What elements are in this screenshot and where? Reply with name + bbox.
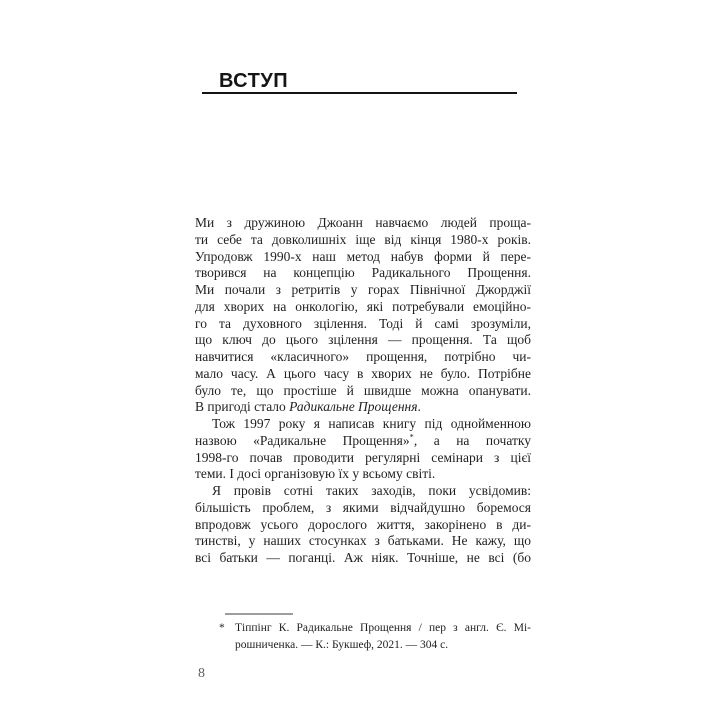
italic-text: Радикальне Прощення: [289, 399, 418, 415]
text-line: [195, 215, 531, 232]
text-segment: впродовж усього дорослого життя, закорінено в ди-: [195, 516, 531, 532]
text-line: [195, 550, 531, 567]
text-segment: всі батьки — поганці. Аж ніяк. Точніше, не всі (бо: [195, 550, 531, 565]
text-segment: Тіппінг К. Радикальне Прощення / пер з англ. Є. Мі-: [235, 622, 531, 634]
page-title: ВСТУП: [219, 70, 289, 92]
text-segment: Ми почали з ретритів у горах Північної Джорджії: [195, 282, 531, 297]
text-line: [195, 533, 531, 550]
text-line: [195, 500, 531, 517]
text-segment: тинстві, у наших стосунках з батьками. Не кажу, що: [195, 533, 531, 549]
text-segment: для хворих на онкологію, які потребували емоційно-: [195, 298, 531, 314]
text-segment: рошниченка. — К.: Букшеф, 2021. — 304 с.: [235, 638, 449, 651]
text-segment: Я провів сотні таких заходів, поки усвідомив:: [212, 483, 531, 498]
text-line: [195, 466, 531, 483]
footnote-marker: *: [219, 622, 225, 634]
text-line: [195, 433, 531, 450]
text-line: [195, 399, 531, 416]
text-line: [195, 316, 531, 333]
paragraph: [195, 483, 531, 567]
footnote-text: [235, 621, 531, 655]
text-line: [195, 517, 531, 534]
paragraph: [195, 215, 531, 416]
text-segment: що ключ до цього зцілення — прощення. Та щоб: [195, 332, 531, 348]
text-segment: Тож 1997 року я написав книгу під однойменною: [212, 416, 531, 431]
text-segment: назвою «Радикальне Прощення»: [195, 432, 410, 448]
text-line: [195, 265, 531, 282]
text-segment: більшість проблем, з якими відчайдушно боремося: [195, 499, 531, 515]
text-segment: навчитися «класичного» прощення, потрібно чи-: [195, 349, 531, 364]
text-line: [235, 621, 531, 638]
text-line: [195, 416, 531, 433]
text-segment: В пригоді стало: [195, 399, 290, 415]
text-line: [195, 366, 531, 383]
text-line: [195, 249, 531, 266]
text-segment: ти себе та довколишніх іще від кінця 1980-х років.: [195, 231, 531, 247]
paragraph: [195, 416, 531, 483]
text-segment: було те, що простіше й швидше можна опанувати.: [195, 382, 531, 398]
text-segment: го та духовного зцілення. Тоді й самі зрозуміли,: [195, 315, 531, 331]
text-line: [235, 638, 531, 655]
text-segment: 1998-го почав проводити регулярні семінари з цієї: [195, 449, 531, 465]
page-number: 8: [198, 666, 205, 681]
title-underline: [202, 92, 517, 94]
body-text: [195, 215, 531, 567]
text-line: [195, 232, 531, 249]
text-segment: Упродовж 1990-х наш метод набув форми й пере-: [195, 248, 531, 264]
text-line: [195, 299, 531, 316]
text-segment: мало часу. А цього часу в хворих не було. Потрібне: [195, 365, 531, 381]
text-segment: Ми з дружиною Джоанн навчаємо людей проща-: [195, 215, 531, 230]
text-line: [195, 450, 531, 467]
text-segment: , а на початку: [413, 432, 531, 448]
text-line: [195, 483, 531, 500]
text-line: [195, 383, 531, 400]
footnote-reference-asterisk: *: [409, 432, 414, 442]
text-line: [195, 282, 531, 299]
text-line: [195, 349, 531, 366]
footnote-separator: [225, 613, 293, 615]
text-line: [195, 332, 531, 349]
text-segment: теми. І досі організовую їх у всьому світі.: [195, 466, 436, 482]
text-segment: .: [417, 399, 421, 415]
text-segment: творився на концепцію Радикального Прощення.: [195, 265, 531, 281]
